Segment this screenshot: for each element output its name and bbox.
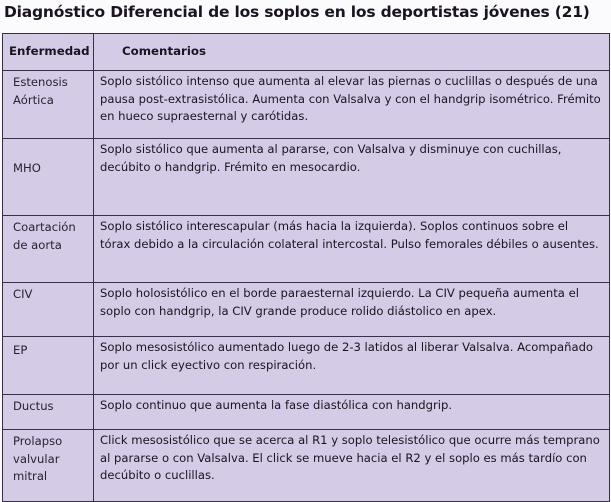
table-row bbox=[3, 283, 610, 337]
table-row bbox=[3, 337, 610, 395]
comment-cell: Soplo sistólico intenso que aumenta al elevar las piernas o cuclillas o después de una pausa post-extrasistólica. Aumenta con Valsalva y con el handgrip isométrico. Frémito en hueco supraesternal y carótidas. bbox=[94, 71, 610, 139]
comment-cell: Soplo sistólico interescapular (más hacia la izquierda). Soplos continuos sobre el tórax debido a la circulación colateral intercostal. Pulso femorales débiles o ausentes. bbox=[94, 216, 610, 283]
comment-cell: Soplo holosistólico en el borde paraesternal izquierdo. La CIV pequeña aumenta el soplo con handgrip, la CIV grande produce rolido diástolico en apex. bbox=[94, 283, 610, 337]
disease-cell: Ductus bbox=[3, 395, 94, 430]
table-header-row bbox=[3, 34, 610, 71]
disease-cell: Prolapso valvular mitral bbox=[3, 430, 94, 502]
disease-cell: Estenosis Aórtica bbox=[3, 71, 94, 139]
comment-cell: Soplo mesosistólico aumentado luego de 2-3 latidos al liberar Valsalva. Acompañado por un click eyectivo con respiración. bbox=[94, 337, 610, 395]
comment-cell: Soplo continuo que aumenta la fase diastólica con handgrip. bbox=[94, 395, 610, 430]
differential-diagnosis-table bbox=[2, 33, 610, 502]
page-title: Diagnóstico Diferencial de los soplos en los deportistas jóvenes (21) bbox=[4, 3, 590, 21]
disease-cell: MHO bbox=[3, 139, 94, 216]
header-comentarios: Comentarios bbox=[94, 34, 610, 71]
comment-cell: Click mesosistólico que se acerca al R1 y soplo telesistólico que ocurre más temprano al pararse o con Valsalva. El click se mueve hacia el R2 y el soplo es más tardío con decúbito o cuclillas. bbox=[94, 430, 610, 502]
table-row bbox=[3, 430, 610, 502]
header-enfermedad: Enfermedad bbox=[3, 34, 94, 71]
table-row bbox=[3, 395, 610, 430]
table-row bbox=[3, 139, 610, 216]
comment-cell: Soplo sistólico que aumenta al pararse, con Valsalva y disminuye con cuchillas, decúbito o handgrip. Frémito en mesocardio. bbox=[94, 139, 610, 216]
table-row bbox=[3, 216, 610, 283]
disease-cell: CIV bbox=[3, 283, 94, 337]
disease-cell: Coartación de aorta bbox=[3, 216, 94, 283]
table-row bbox=[3, 71, 610, 139]
disease-cell: EP bbox=[3, 337, 94, 395]
